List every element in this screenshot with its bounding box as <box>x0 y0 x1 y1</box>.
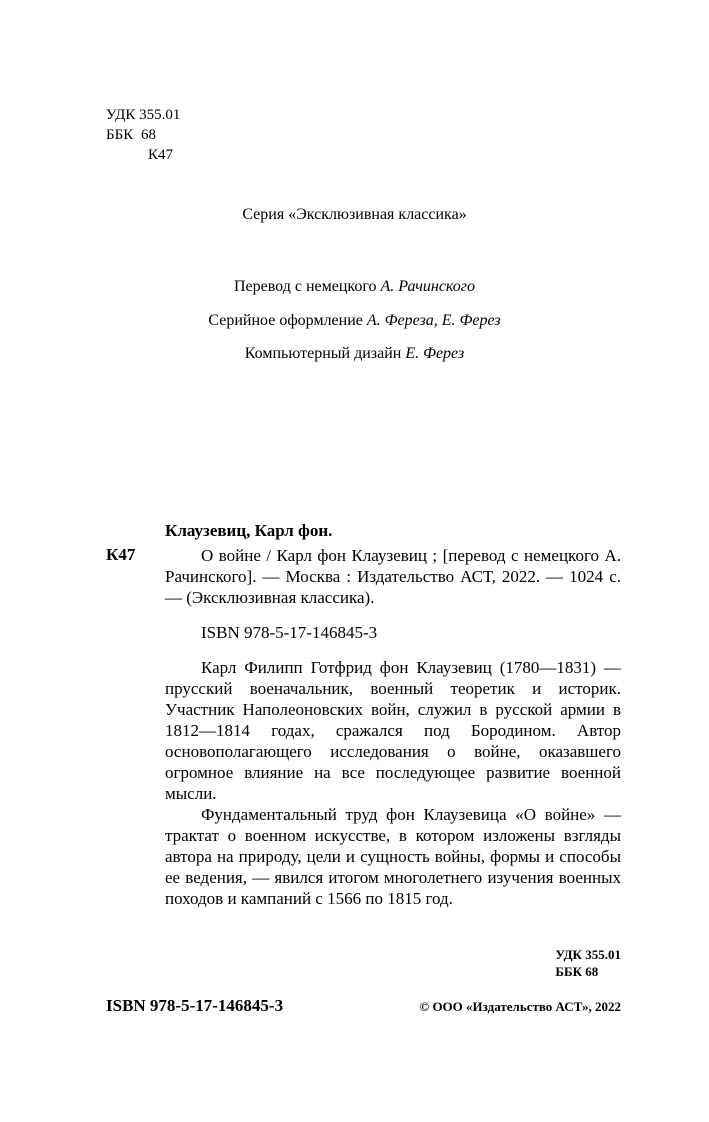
author-heading: Клаузевиц, Карл фон. <box>165 521 333 540</box>
credit-series-design <box>0 311 709 331</box>
cutter-mark: К47 <box>106 545 136 564</box>
udk-code <box>106 106 180 125</box>
udk-label: УДК <box>106 107 136 123</box>
bibliographic-record <box>165 545 621 909</box>
credit-name: А. Рачинского <box>380 278 476 295</box>
annotation-paragraph: Карл Филипп Готфрид фон Клаузевиц (1780—1831) — прусский военачальник, военный теоретик и историк. Участник Наполеоновских войн, служил в русской армии в 1812—1814 годах, сражался под Бородином. Автор основополагающего исследования о войне, оказавшего огромное влияние на все последующее развитие военной мысли. <box>165 658 621 803</box>
credit-name: А. Фереза, Е. Ферез <box>366 312 501 329</box>
footer-bbk: ББК 68 <box>555 964 599 979</box>
credit-label: Компьютерный дизайн <box>244 345 402 362</box>
bibliographic-description: О войне / Карл фон Клаузевиц ; [перевод с немецкого А. Рачинского]. — Москва : Издательство АСТ, 2022. — 1024 с. — (Эксклюзивная классика). <box>165 546 621 607</box>
series-line: Серия «Эксклюзивная классика» <box>242 206 467 223</box>
footer-udk: УДК 355.01 <box>555 947 621 962</box>
annotation-paragraph: Фундаментальный труд фон Клаузевица «О войне» — трактат о военном искусстве, в котором изложены взгляды автора на природу, цели и сущность войны, формы и способы ее ведения, — явился итогом многолетнего изучения военных походов и кампаний с 1566 по 1815 год. <box>165 805 621 908</box>
footer-codes <box>555 946 621 980</box>
credit-label: Перевод с немецкого <box>233 278 377 295</box>
footer-isbn: ISBN 978-5-17-146845-3 <box>106 996 284 1015</box>
udk-value: 355.01 <box>139 107 181 123</box>
credit-label: Серийное оформление <box>208 312 363 329</box>
credit-translation <box>0 277 709 297</box>
author-mark: К47 <box>148 147 174 163</box>
bbk-code <box>106 126 156 145</box>
bbk-label: ББК <box>106 127 134 143</box>
isbn-line: ISBN 978-5-17-146845-3 <box>201 623 378 642</box>
bbk-value: 68 <box>140 127 156 143</box>
credit-computer-design <box>0 344 709 364</box>
copyright-line: © ООО «Издательство АСТ», 2022 <box>419 999 621 1014</box>
credit-name: Е. Ферез <box>405 345 465 362</box>
